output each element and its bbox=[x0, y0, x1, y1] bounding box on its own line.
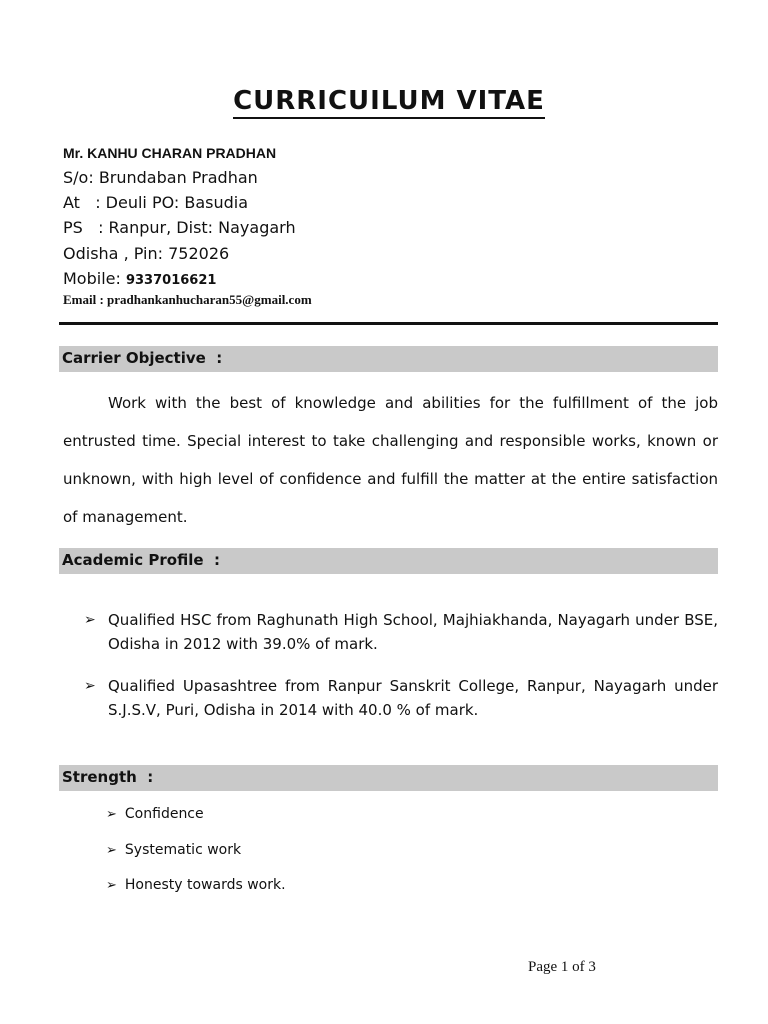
academic-item bbox=[84, 608, 718, 656]
strength-item bbox=[106, 842, 241, 858]
arrow-bullet-icon: ➢ bbox=[106, 878, 117, 893]
mobile-label: Mobile: bbox=[63, 269, 126, 288]
objective-paragraph: Work with the best of knowledge and abilities for the fulfillment of the job entrusted time. Special interest to take challenging and responsible works, known or unknown, with high level of confidence and fulfill the matter at the entire satisfaction of management. bbox=[63, 394, 718, 526]
mobile-line bbox=[63, 269, 216, 288]
academic-heading-text: Academic Profile : bbox=[62, 551, 220, 569]
email-line: Email : pradhankanhucharan55@gmail.com bbox=[63, 292, 312, 307]
section-heading-strength bbox=[59, 765, 718, 791]
objective-heading-text: Carrier Objective : bbox=[62, 349, 223, 367]
section-heading-objective bbox=[59, 346, 718, 372]
title-text: CURRICUILUM VITAE bbox=[233, 86, 545, 119]
strength-item-text: Honesty towards work. bbox=[124, 877, 286, 893]
arrow-bullet-icon: ➢ bbox=[84, 612, 96, 628]
academic-item-text: Qualified HSC from Raghunath High School, Majhiakhanda, Nayagarh under BSE, Odisha in 2012 with 39.0% of mark. bbox=[108, 611, 718, 653]
arrow-bullet-icon: ➢ bbox=[106, 843, 117, 858]
strength-item-text: Systematic work bbox=[124, 842, 242, 858]
candidate-name: Mr. KANHU CHARAN PRADHAN bbox=[63, 145, 277, 161]
strength-heading-text: Strength : bbox=[62, 768, 154, 786]
address-ps: PS : Ranpur, Dist: Nayagarh bbox=[63, 218, 296, 237]
header-divider bbox=[59, 322, 718, 325]
document-title bbox=[0, 86, 768, 116]
strength-item bbox=[106, 806, 204, 822]
academic-item bbox=[84, 674, 718, 722]
address-state: Odisha , Pin: 752026 bbox=[63, 244, 230, 263]
academic-item-text: Qualified Upasashtree from Ranpur Sanskrit College, Ranpur, Nayagarh under S.J.S.V, Puri, Odisha in 2014 with 40.0 % of mark. bbox=[108, 677, 718, 719]
arrow-bullet-icon: ➢ bbox=[106, 807, 117, 822]
mobile-number: 9337016621 bbox=[125, 273, 217, 288]
arrow-bullet-icon: ➢ bbox=[84, 678, 96, 694]
father-name: S/o: Brundaban Pradhan bbox=[63, 168, 258, 187]
strength-item-text: Confidence bbox=[124, 806, 204, 822]
address-at: At : Deuli PO: Basudia bbox=[63, 193, 249, 212]
strength-item bbox=[106, 877, 286, 893]
section-heading-academic bbox=[59, 548, 718, 574]
page-number: Page 1 of 3 bbox=[528, 959, 596, 975]
